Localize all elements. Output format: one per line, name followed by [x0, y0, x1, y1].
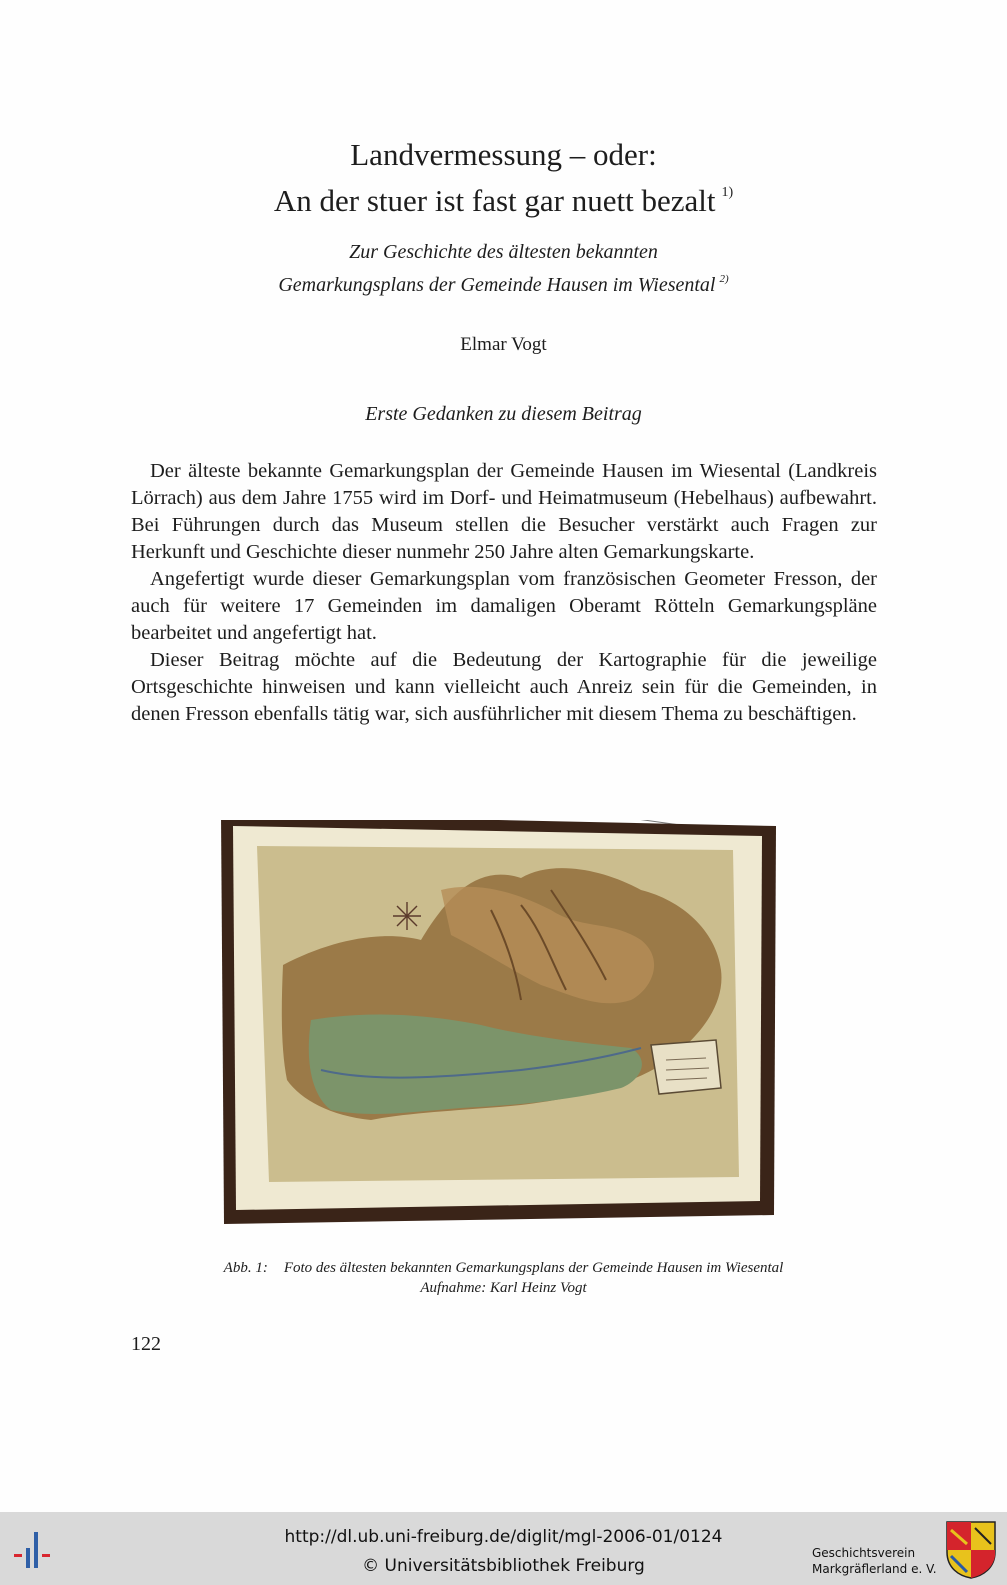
map-photo-illustration: [221, 820, 781, 1234]
caption-label: Abb. 1:: [223, 1260, 268, 1276]
paragraph: Angefertigt wurde dieser Gemarkungsplan vom französischen Geometer Fresson, der auch für weitere 17 Gemeinden im damaligen Oberamt Rötteln Gemarkungspläne bearbeitet und angefertigt hat.: [131, 568, 877, 644]
article-subtitle-text: Gemarkungsplans der Gemeinde Hausen im Wiesental: [278, 274, 716, 296]
caption-credit: Aufnahme: Karl Heinz Vogt: [420, 1280, 587, 1296]
article-title-line-1: Landvermessung – oder:: [350, 137, 657, 172]
figure-caption: [0, 1258, 1007, 1298]
article-subtitle-line-1: Zur Geschichte des ältesten bekannten: [349, 241, 658, 263]
article-subtitle-line-2: [0, 265, 1007, 299]
paragraph: Der älteste bekannte Gemarkungsplan der Gemeinde Hausen im Wiesental (Landkreis Lörrach) aus dem Jahre 1755 wird im Dorf- und Heimatmuseum (Hebelhaus) aufbewahrt. Bei Führungen durch das Museum stellen die Besucher verstärkt auch Fragen zur Herkunft und Geschichte dieser nunmehr 250 Jahre alten Gemarkungskarte.: [131, 460, 877, 563]
caption-text: Foto des ältesten bekannten Gemarkungsplans der Gemeinde Hausen im Wiesental: [283, 1260, 784, 1276]
document-url-link[interactable]: http://dl.ub.uni-freiburg.de/diglit/mgl-2006-01/0124: [284, 1527, 723, 1547]
coat-of-arms-icon: [945, 1520, 997, 1580]
society-name-line-1: Geschichtsverein: [812, 1546, 916, 1560]
framed-map-photo: [221, 820, 781, 1234]
page-number: 122: [131, 1333, 161, 1355]
article-title-text: An der stuer ist fast gar nuett bezalt: [273, 183, 716, 218]
caption-line: [0, 1258, 1007, 1278]
section-heading: Erste Gedanken zu diesem Beitrag: [365, 403, 642, 425]
viewer-footer: [0, 1512, 1007, 1585]
copyright-notice: © Universitätsbibliothek Freiburg: [362, 1556, 645, 1576]
title-footnote-marker: 1): [721, 185, 734, 200]
article-body: [131, 458, 877, 728]
society-name: [812, 1545, 937, 1577]
paragraph: Dieser Beitrag möchte auf die Bedeutung der Kartographie für die jeweilige Ortsgeschichte hinweisen und kann vielleicht auch Anreiz sein für die Gemeinden, in denen Fresson ebenfalls tätig war, sich ausführlicher mit diesem Thema zu beschäftigen.: [131, 649, 877, 725]
article-title-line-2: [0, 174, 1007, 220]
subtitle-footnote-marker: 2): [719, 273, 729, 285]
author-name: Elmar Vogt: [460, 334, 547, 355]
society-name-line-2: Markgräflerland e. V.: [812, 1562, 937, 1576]
